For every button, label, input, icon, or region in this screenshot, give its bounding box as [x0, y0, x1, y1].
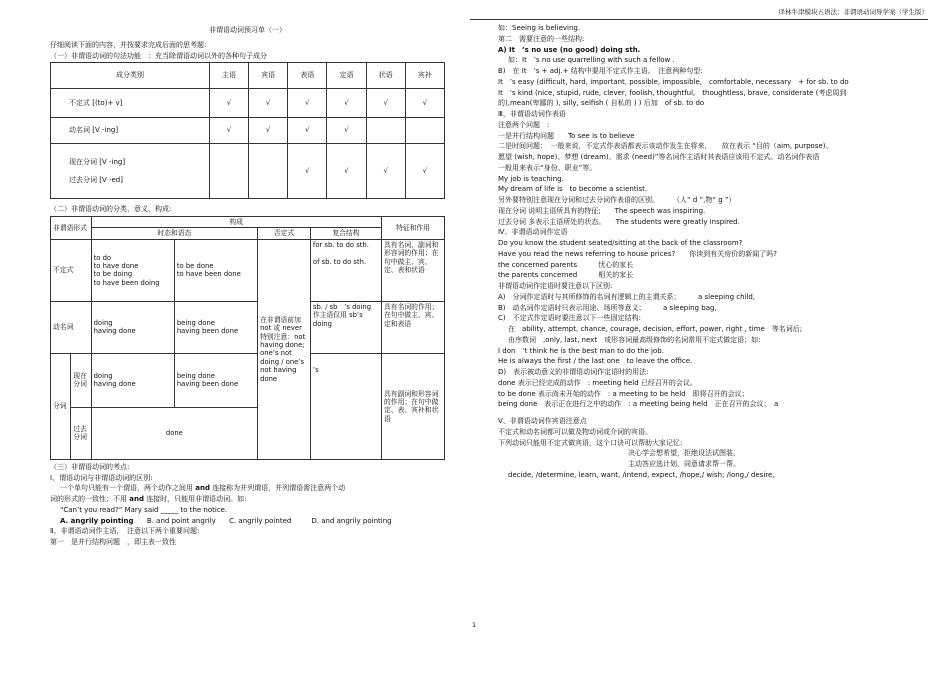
section-heading: Ⅲ、非谓语动词作表语	[498, 110, 566, 118]
row-category-line: 现在分词 [V -ing]	[69, 158, 126, 166]
mnemonic-line: 决心学会想希望，拒绝设法试图装，	[628, 449, 740, 458]
paragraph: 由序数词 ,only, last, next 或形容词最高级修饰的名词常用不定式做定语；如:	[508, 335, 761, 344]
table-cell: √	[405, 144, 444, 199]
row-category: 动名词 [V -ing]	[51, 118, 210, 144]
table-cell: 具有副词和形容词的作用；在句中做定、表、宾补和状语	[382, 353, 445, 459]
paragraph: A) It ’s no use (no good) doing sth.	[498, 45, 641, 54]
paragraph: 如：Seeing is believing.	[498, 24, 581, 32]
subform-name: 现在分词	[71, 353, 91, 407]
table-row	[51, 89, 445, 118]
answer-options	[50, 517, 445, 526]
table-cell: √	[366, 89, 405, 118]
row-category-line: 过去分词 [V -ed]	[69, 175, 123, 184]
table-cell: √	[288, 89, 327, 118]
paragraph: being done 表示正在进行之中的动作 : a meeting being held 正在召开的会议； a	[498, 400, 779, 409]
form-name: 动名词	[51, 301, 92, 353]
table-cell: √	[288, 144, 327, 199]
section-2-heading: （二）非谓语动词的分类，意义，构成:	[50, 205, 172, 214]
option-c: C. angrily pointed	[229, 516, 292, 525]
paragraph: 第一 是并行结构问题 ，即主表一致性	[50, 538, 176, 547]
table-row	[51, 144, 445, 199]
section-heading: Ⅴ、非谓语动词作宾语注意点	[498, 417, 587, 425]
table-cell: to do to have done to be doing to have been doing	[91, 239, 174, 301]
function-table	[50, 62, 445, 199]
paragraph: It ’s kind (nice, stupid, rude, clever, foolish, thoughtful, thoughtless, brave, considerate (考虑周到	[498, 88, 847, 97]
classification-table	[50, 216, 445, 460]
paragraph: done 表示已经完成的动作 : meeting held 已经召开的会议。	[498, 378, 697, 387]
header-rule	[470, 19, 928, 20]
table-cell: √	[405, 89, 444, 118]
section-heading: Ⅳ、非谓语动词作定语	[498, 228, 568, 237]
header-cell: 否定式	[258, 228, 311, 239]
text-run: 连接时，只能用非谓语动词。如:	[146, 495, 247, 504]
negative-form-cell: 在非谓语前加 not 或 never 特别注意：not having done; one’s not doing / one’s not having done	[258, 239, 311, 459]
paragraph: A) 分词作定语时与其所修饰的名词有逻辑上的主谓关系； a sleeping child,	[498, 292, 756, 301]
row-category	[51, 144, 210, 199]
paragraph: It ’s easy (difficult, hard, important, possible, impossible, comfortable, necessary + for sb. to do	[498, 77, 849, 86]
header-cell: 宾语	[249, 63, 288, 89]
paragraph: Have you read the news referring to house prices? 你读到有关房价的新闻了吗?	[498, 249, 777, 258]
intro-text: 仔细阅读下面的内容，并按要求完成后面的思考题:	[50, 40, 207, 49]
table-cell	[249, 144, 288, 199]
point-1-heading: Ⅰ、谓语动词与非谓语动词的区别:	[50, 473, 153, 482]
table-cell: √	[366, 144, 405, 199]
running-header: 译林牛津模块五语法：非谓语动词导学案（学生版）	[778, 8, 928, 16]
header-cell: 时态和语态	[91, 228, 258, 239]
text-run: 一个单句只能有一个谓语，两个动作之间用	[60, 484, 193, 493]
paragraph: 一是并行结构问题 To see is to believe	[498, 131, 635, 140]
table-cell: ’s	[310, 353, 381, 459]
paragraph: 现在分词 说明主语所具有的特征; The speech was inspiring.	[498, 206, 706, 215]
table-cell: √	[209, 89, 248, 118]
header-cell: 特征和作用	[382, 217, 445, 240]
header-cell: 定语	[327, 63, 366, 89]
worksheet-title: 非谓语动词预习单（一）	[209, 26, 286, 34]
table-cell: √	[327, 118, 366, 144]
paragraph: D) 表示被动意义的非谓语动词作定语时的用法:	[498, 368, 649, 376]
text-run: and	[129, 495, 144, 504]
left-column	[50, 24, 445, 549]
paragraph: 愿望 (wish, hope)、梦想 (dream)、需求 (need)”等名词作主语时其表语应该用不定式。动名词作表语	[498, 153, 820, 161]
point-2-heading: Ⅱ、非谓语动词作主语， 注意以下两个重要问题:	[50, 527, 200, 536]
table-cell: 具有名词，副词和形容词的作用；在句中做主、宾、定、表和状语	[382, 239, 445, 301]
paragraph	[50, 484, 445, 493]
table-cell: √	[327, 144, 366, 199]
paragraph: 不定式和动名词都可以做及物动词或介词的宾语。	[498, 427, 652, 436]
table-row	[51, 217, 445, 228]
paragraph: 如：It ’s no use quarrelling with such a fellow .	[508, 56, 675, 65]
table-cell: to be done to have been done	[174, 239, 257, 301]
option-a: A. angrily pointing	[60, 516, 134, 525]
form-name: 不定式	[51, 239, 92, 301]
table-row	[51, 239, 445, 301]
paragraph: decide, /determine, learn, want, /intend, expect, /hope,/ wish; /long,/ desire,	[508, 470, 775, 479]
paragraph: 过去分词 多表示主语所处的状态。 The students were greatly inspired.	[498, 217, 740, 226]
table-cell: doing having done	[91, 301, 174, 353]
table-cell	[209, 144, 248, 199]
paragraph: 在 ability, attempt, chance, courage, decision, effort, power, right , time 等名词后;	[508, 325, 803, 333]
header-cell: 宾补	[405, 63, 444, 89]
section-1-heading: （一）非谓语动词的句法功能 ：充当除谓语动词以外的各种句子成分	[50, 51, 267, 60]
page-number: 1	[472, 620, 477, 629]
table-cell: √	[209, 118, 248, 144]
table-cell: doing having done	[91, 353, 174, 407]
paragraph: 的),mean(卑鄙的 ), silly, selfish ( 自私的 ) ) 后加 of sb. to do	[498, 99, 705, 108]
paragraph	[50, 495, 445, 504]
example-question: “Can’t you read?” Mary said _____ to the notice.	[60, 505, 228, 514]
paragraph: 注意两个问题 :	[498, 120, 550, 129]
row-category: 不定式 [(to)+ v]	[51, 89, 210, 118]
table-cell: √	[327, 89, 366, 118]
text-run: and	[195, 484, 210, 493]
table-cell	[366, 118, 405, 144]
paragraph: B) 在 It ’s + adj.+ 结构中要用不定式作主语。 注意两种句型:	[498, 67, 703, 75]
header-cell: 构成	[91, 217, 381, 228]
paragraph: B) 动名词作定语时只表示用途、场所等意义； a sleeping bag,	[498, 303, 717, 312]
paragraph: 一般用来表示“身份、职业”等。	[498, 163, 597, 172]
mnemonic-line: 主动答应选计划，同意请求帮一帮。	[628, 460, 740, 468]
table-cell: 具有名词的作用；在句中做主、宾、定和表语	[382, 301, 445, 353]
subform-name: 过去分词	[71, 407, 91, 459]
table-cell: being done having been done	[174, 353, 257, 407]
paragraph: Do you know the student seated/sitting at the back of the classroom?	[498, 239, 743, 247]
header-cell: 主语	[209, 63, 248, 89]
section-3-heading: （三）非谓语动词的考点:	[50, 462, 130, 471]
text-run: 连接称为并列谓语，并列谓语需注意两个动	[212, 484, 346, 493]
table-cell: √	[249, 89, 288, 118]
paragraph: I don ’t think he is the best man to do the job.	[498, 346, 664, 355]
table-cell: being done having been done	[174, 301, 257, 353]
option-d: D. and angrily pointing	[311, 516, 392, 525]
option-b: B. and point angrily	[146, 516, 216, 525]
table-row	[51, 118, 445, 144]
paragraph: My job is teaching.	[498, 174, 564, 183]
table-cell: done	[91, 407, 258, 459]
table-cell: for sb. to do sth. of sb. to do sth.	[310, 239, 381, 301]
table-cell	[405, 118, 444, 144]
paragraph: 下列动词只能用不定式做宾语，这个口诀可以帮助大家记忆:	[498, 438, 683, 447]
right-column	[498, 24, 928, 482]
text-run: 词的形式的一致性；不用	[50, 495, 127, 504]
paragraph: 二是时间问题： 一般来说，不定式作表语都表示该动作发生在将来， 故在表示 “目的（aim, purpose)、	[498, 142, 833, 151]
paragraph: C) 不定式作定语时要注意以下一些固定结构:	[498, 314, 641, 323]
header-cell: 表语	[288, 63, 327, 89]
paragraph: to be done 表示尚未开始的动作 : a meeting to be held 即将召开的会议；	[498, 389, 749, 398]
header-cell: 复合结构	[310, 228, 381, 239]
paragraph: 非谓语动词作定语时要注意以下区别:	[498, 282, 613, 290]
paragraph: My dream of life is to become a scientist.	[498, 185, 648, 194]
paragraph: He is always the first / the last one to leave the office.	[498, 357, 693, 366]
header-cell: 非谓语形式	[51, 217, 92, 240]
header-cell: 状语	[366, 63, 405, 89]
table-cell: √	[249, 118, 288, 144]
table-cell: sb. / sb ’s doing 作主语仅用 sb’s doing	[310, 301, 381, 353]
paragraph: the concerned parents 忧心的家长	[498, 260, 634, 269]
table-row	[51, 353, 445, 407]
table-row	[51, 301, 445, 353]
paragraph: the parents concerned 相关的家长	[498, 271, 634, 280]
function-table-header	[51, 63, 445, 89]
paragraph: 第二 需要注意的一些结构:	[498, 34, 585, 43]
header-cell: 成分类别	[51, 63, 210, 89]
form-name: 分词	[51, 353, 71, 459]
paragraph: 另外要特别注意现在分词和过去分词作表语的区别。 （人“ d ”,物“ g ”）	[498, 196, 736, 204]
table-cell: √	[288, 118, 327, 144]
